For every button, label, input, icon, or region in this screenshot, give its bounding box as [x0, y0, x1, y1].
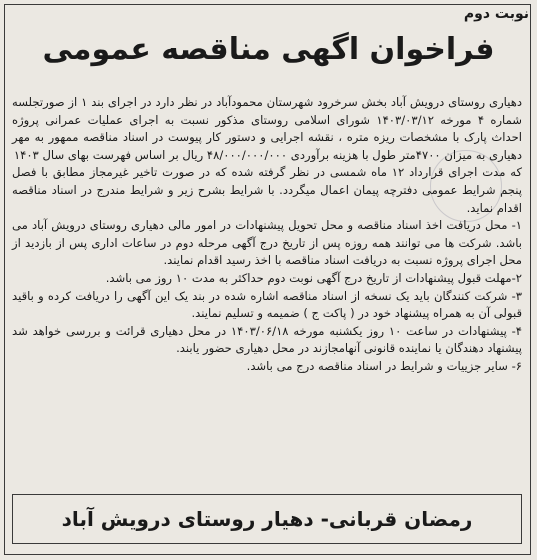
edition-label: نوبت دوم [463, 6, 529, 22]
condition-item-2: ۲-مهلت قبول پیشنهادات از تاریخ درج آگهی نوبت دوم حداکثر به مدت ۱۰ روز می باشد. [105, 270, 522, 285]
notice-body [12, 94, 522, 376]
notice-title: فراخوان اگهی مناقصه عمومی [42, 32, 495, 67]
signature-box [12, 494, 522, 544]
condition-item-6: ۶- سایر جزییات و شرایط در اسناد مناقصه درج می باشد. [246, 358, 522, 373]
condition-item-1: ۱- محل دریافت اخذ اسناد مناقصه و محل تحویل پیشنهادات در امور مالی دهیاری روستای درویش آباد می باشد. شرکت ها می توانند همه روزه پس از تاریخ درج آگهی مرحله دوم در ساعات اداری پس از بازدید از محل اجرای پروژه نسبت به دریافت اسناد مناقصه با اخذ رسید اقدام نمایند. [12, 218, 522, 268]
signature-text: رمضان قربانی- دهیار روستای درویش آباد [61, 507, 473, 531]
intro-paragraph: دهیاری روستای درویش آباد بخش سرخرود شهرستان محمودآباد در نظر دارد در اجرای بند ۱ از صورتجلسه شماره ۴ مورخه ۱۴۰۳/۰۳/۱۲ شورای اسلامی روستای مذکور نسبت به اجرای عملیات عمرانی پروژه احداث پارک با مشخصات ریزه متره ، نقشه اجرایی و دستور کار پیوست در اسناد مناقصه ممهور به مهر دهیاری به میزان ۴۷۰۰متر طول با هزینه برآوردی ۴۸/۰۰۰/۰۰۰/۰۰۰ ریال بر اساس فهرست بهای سال ۱۴۰۳ [12, 95, 522, 162]
condition-item-3: ۳- شرکت کنندگان باید یک نسخه از اسناد مناقصه اشاره شده در بند یک این آگهی را دریافت کرده و باقید قبولی آن به همراه پیشنهاد خود در ( پاکت ج ) ضمیمه و تسلیم نمایند. [12, 288, 522, 321]
intro-paragraph-continued: که مدت اجرای قرارداد ۱۲ ماه شمسی در نظر گرفته شده که در صورت تاخیر غیرمجاز مطابق با فصل پنجم شرایط عمومی دفترچه پیمان اعمال میگردد. با شرایط بشرح زیر و شرایط مندرج در اسناد مناقصه اقدام نماید. [12, 165, 522, 215]
condition-item-4: ۴- پیشنهادات در ساعت ۱۰ روز یکشنبه مورخه ۱۴۰۳/۰۶/۱۸ در محل دهیاری قرائت و بررسی خواهد شد پیشنهاد دهندگان یا نماینده قانونی آنهامجازند در محل دهیاری حضور یابند. [12, 323, 522, 356]
